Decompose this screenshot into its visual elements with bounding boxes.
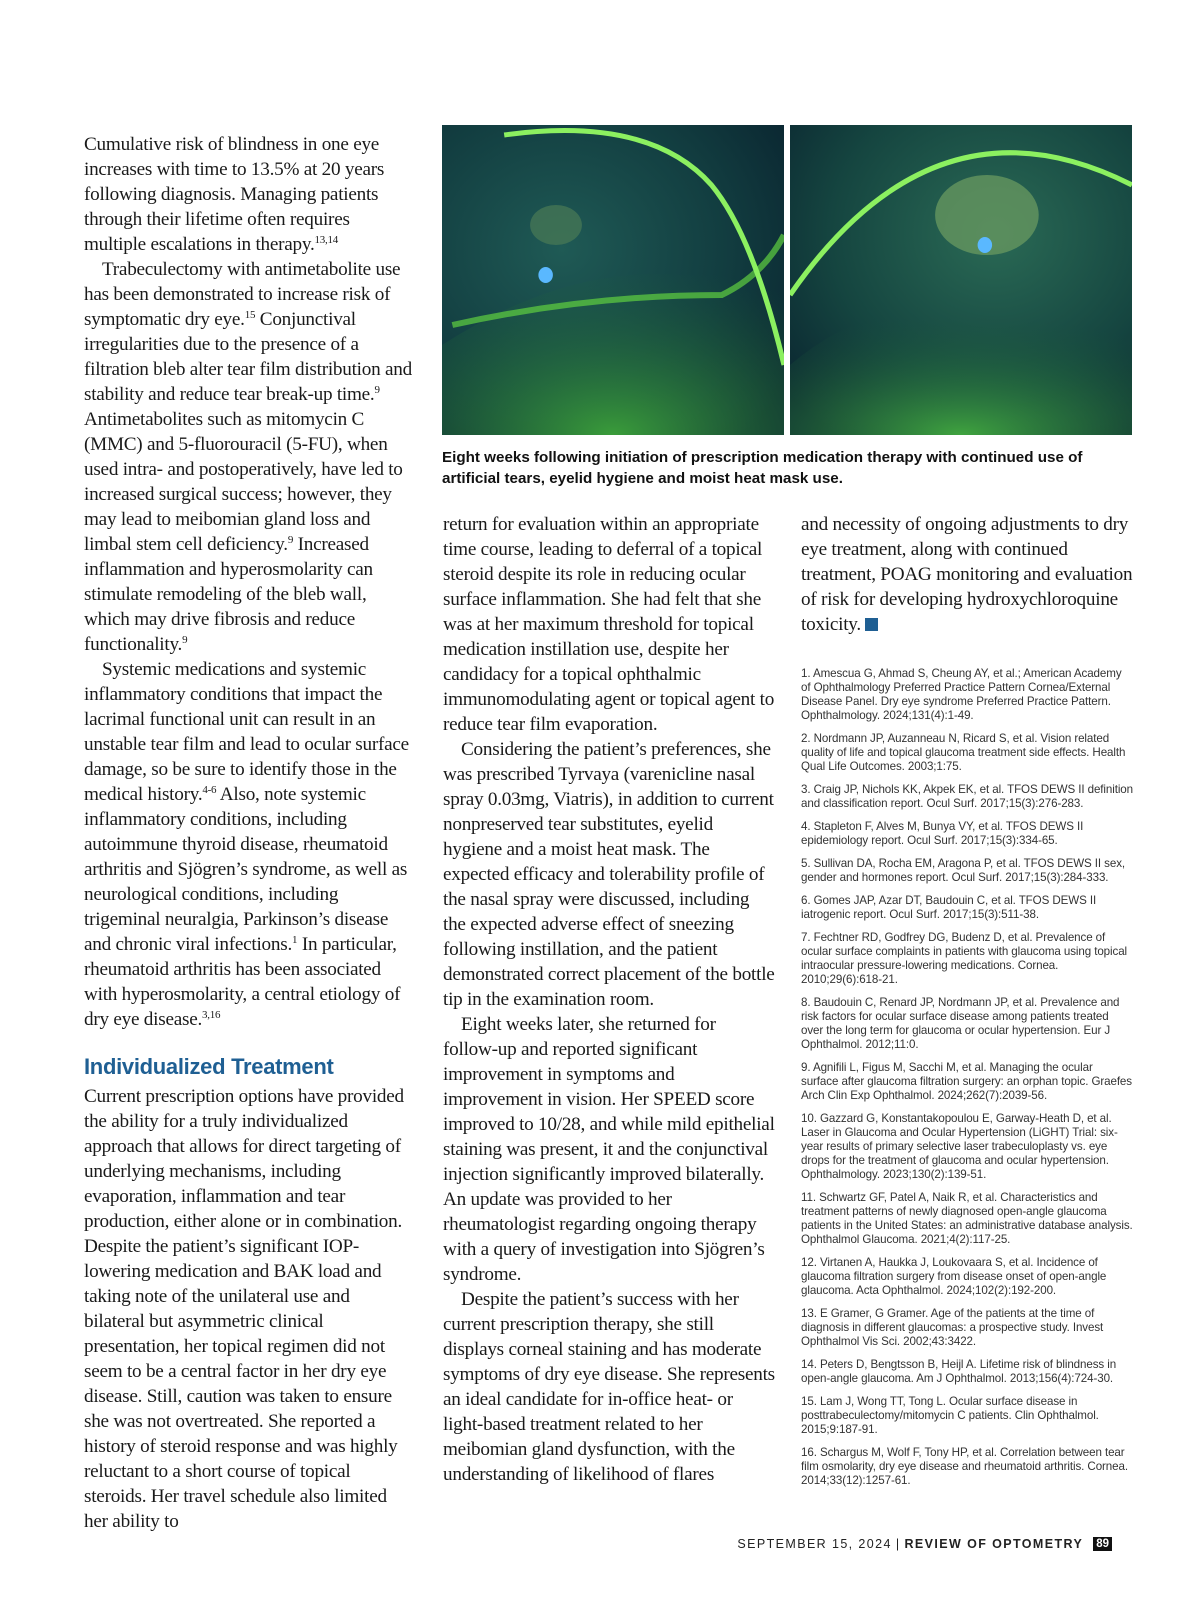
page-number: 89 [1093,1537,1112,1551]
eye-photo-left [442,125,784,435]
article-column-2 [443,512,775,1487]
paragraph: and necessity of ongoing adjustments to dry eye treatment, along with continued treatment, POAG monitoring and evaluation of risk for developing hydroxychloroquine toxicity. [801,514,1133,635]
reference-item: 7. Fechtner RD, Godfrey DG, Budenz D, et al. Prevalence of ocular surface complaints in patients with glaucoma using topical intraocular pressure-lowering medications. Cornea. 2010;29(6):618-21. [801,931,1128,986]
reference-item: 13. E Gramer, G Gramer. Age of the patients at the time of diagnosis in different glaucomas: a prospective study. Invest Ophthalmol Vis Sci. 2002;43:3422. [801,1307,1104,1348]
reference-item: 1. Amescua G, Ahmad S, Cheung AY, et al.; American Academy of Ophthalmology Preferred Practice Pattern Cornea/External Disease Panel. Dry eye syndrome Preferred Practice Pattern. Ophthalmology. 2024;131(4):1-49. [801,667,1122,722]
publication-name: REVIEW OF OPTOMETRY [904,1537,1084,1551]
figure-caption: Eight weeks following initiation of prescription medication therapy with continued use of artificial tears, eyelid hygiene and moist heat mask use. [442,449,1083,487]
references-list [801,667,1133,1488]
issue-date: SEPTEMBER 15, 2024 [737,1537,892,1551]
reference-item: 8. Baudouin C, Renard JP, Nordmann JP, et al. Prevalence and risk factors for ocular surface disease among patients treated over the long term for glaucoma or ocular hypertension. Eur J Ophthalmol. 2012;11:0. [801,996,1120,1051]
page-footer [737,1537,1112,1551]
section-heading: Individualized Treatment [84,1054,334,1079]
reference-item: 16. Schargus M, Wolf F, Tony HP, et al. Correlation between tear film osmolarity, dry eye disease and rheumatoid arthritis. Cornea. 2014;33(12):1257-61. [801,1446,1128,1487]
reference-item: 12. Virtanen A, Haukka J, Loukovaara S, et al. Incidence of glaucoma filtration surgery from disease onset of open-angle glaucoma. Acta Ophthalmol. 2024;102(2):192-200. [801,1256,1107,1297]
paragraph: Trabeculectomy with antimetabolite use has been demonstrated to increase risk of symptomatic dry eye.$^{15}$ Conjunctival irregularities due to the presence of a filtration bleb alter tear film distribution and stability and reduce tear break-up time.$^9$ Antimetabolites such as mitomycin C (MMC) and 5-fluorouracil (5-FU), when used intra- and postoperatively, have led to increased surgical success; however, they may lead to meibomian gland loss and limbal stem cell deficiency.$^9$ Increased inflammation and hyperosmolarity can stimulate remodeling of the bleb wall, which may drive fibrosis and reduce functionality.$^9$ [84,259,412,655]
paragraph: Current prescription options have provided the ability for a truly individualized approach that allows for direct targeting of underlying mechanisms, including evaporation, inflammation and tear production, either alone or in combination. Despite the patient’s significant IOP-lowering medication and BAK load and taking note of the unilateral use and bilateral but asymmetric clinical presentation, her topical regimen did not seem to be a central factor in her dry eye disease. Still, caution was taken to ensure she was not overtreated. She reported a history of steroid response and was highly reluctant to a short course of topical steroids. Her travel schedule also limited her ability to [84,1086,404,1532]
reference-item: 5. Sullivan DA, Rocha EM, Aragona P, et al. TFOS DEWS II sex, gender and hormones report. Ocul Surf. 2017;15(3):284-333. [801,857,1126,884]
paragraph: Systemic medications and systemic inflammatory conditions that impact the lacrimal functional unit can result in an unstable tear film and lead to ocular surface damage, so be sure to identify those in the medical history.$^{4-6}$ Also, note systemic inflammatory conditions, including autoimmune thyroid disease, rheumatoid arthritis and Sjögren’s syndrome, as well as neurological conditions, including trigeminal neuralgia, Parkinson’s disease and chronic viral infections.$^1$ In particular, rheumatoid arthritis has been associated with hyperosmolarity, a central etiology of dry eye disease.$^{3,16}$ [84,659,409,1030]
eye-photo-right [790,125,1132,435]
paragraph: Considering the patient’s preferences, she was prescribed Tyrvaya (varenicline nasal spray 0.03mg, Viatris), in addition to current nonpreserved tear substitutes, eyelid hygiene and a moist heat mask. The expected efficacy and tolerability profile of the nasal spray were discussed, including the expected adverse effect of sneezing following instillation, and the patient demonstrated correct placement of the bottle tip in the examination room. [443,739,775,1010]
article-column-1 [84,132,414,1534]
reference-item: 3. Craig JP, Nichols KK, Akpek EK, et al. TFOS DEWS II definition and classification report. Ocul Surf. 2017;15(3):276-283. [801,783,1134,810]
end-mark-icon [865,618,878,631]
footer-separator: | [895,1537,901,1551]
paragraph: Eight weeks later, she returned for follow-up and reported significant improvement in symptoms and improvement in vision. Her SPEED score improved to 10/28, and while mild epithelial staining was present, it and the conjunctival injection significantly improved bilaterally. An update was provided to her rheumatologist regarding ongoing therapy with a query of investigation into Sjögren’s syndrome. [443,1014,775,1285]
paragraph: Cumulative risk of blindness in one eye increases with time to 13.5% at 20 years following diagnosis. Managing patients through their lifetime often requires multiple escalations in therapy.$^{13,14}$ [84,134,385,255]
paragraph: return for evaluation within an appropriate time course, leading to deferral of a topical steroid despite its role in reducing ocular surface inflammation. She had felt that she was at her maximum threshold for topical medication instillation use, despite her candidacy for a topical ophthalmic immunomodulating agent or topical agent to reduce tear film evaporation. [443,514,775,735]
reference-item: 11. Schwartz GF, Patel A, Naik R, et al. Characteristics and treatment patterns of newly diagnosed open-angle glaucoma patients in the United States: an administrative database analysis. Ophthalmol Glaucoma. 2021;4(2):117-25. [801,1191,1133,1246]
figure-photos [442,125,1132,435]
reference-item: 14. Peters D, Bengtsson B, Heijl A. Lifetime risk of blindness in open-angle glaucoma. Am J Ophthalmol. 2013;156(4):724-30. [801,1358,1117,1385]
reference-item: 15. Lam J, Wong TT, Tong L. Ocular surface disease in posttrabeculectomy/mitomycin C patients. Clin Ophthalmol. 2015;9:187-91. [801,1395,1099,1436]
reference-item: 2. Nordmann JP, Auzanneau N, Ricard S, et al. Vision related quality of life and topical glaucoma treatment side effects. Health Qual Life Outcomes. 2003;1:75. [801,732,1126,773]
reference-item: 10. Gazzard G, Konstantakopoulou E, Garway-Heath D, et al. Laser in Glaucoma and Ocular Hypertension (LiGHT) Trial: six-year results of primary selective laser trabeculoplasty vs. eye drops for the treatment of glaucoma and ocular hypertension. Ophthalmology. 2023;130(2):139-51. [801,1112,1118,1181]
reference-item: 4. Stapleton F, Alves M, Bunya VY, et al. TFOS DEWS II epidemiology report. Ocul Surf. 2017;15(3):334-65. [801,820,1084,847]
article-column-3 [801,512,1133,1497]
reference-item: 9. Agnifili L, Figus M, Sacchi M, et al. Managing the ocular surface after glaucoma filtration surgery: an orphan topic. Graefes Arch Clin Exp Ophthalmol. 2024;262(7):2039-56. [801,1061,1132,1102]
paragraph: Despite the patient’s success with her current prescription therapy, she still displays corneal staining and has moderate symptoms of dry eye disease. She represents an ideal candidate for in-office heat- or light-based treatment related to her meibomian gland dysfunction, with the understanding of likelihood of flares [443,1289,775,1485]
reference-item: 6. Gomes JAP, Azar DT, Baudouin C, et al. TFOS DEWS II iatrogenic report. Ocul Surf. 2017;15(3):511-38. [801,894,1097,921]
